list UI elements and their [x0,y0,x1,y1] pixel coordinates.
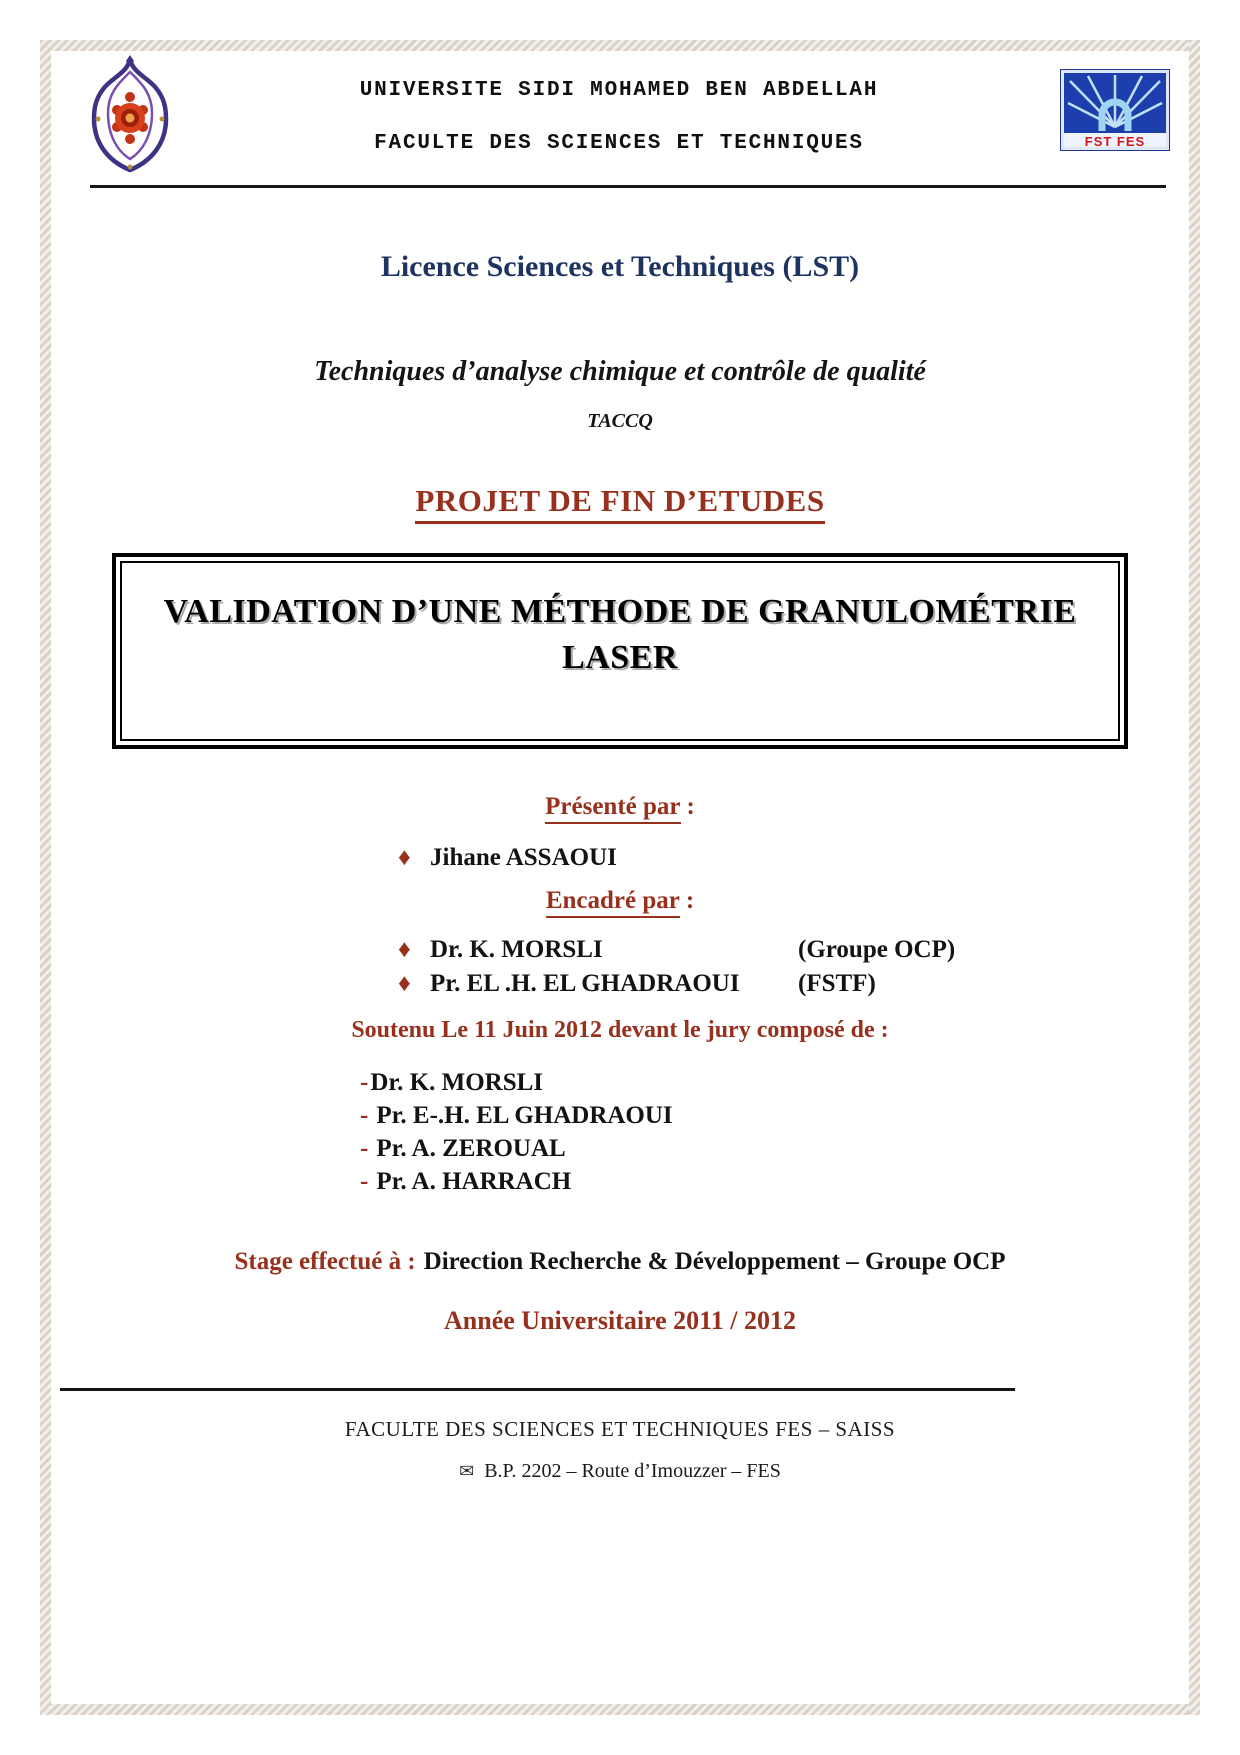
dash: - [360,1068,369,1096]
internship-label: Stage effectué à : [234,1247,416,1275]
internship-value: Direction Recherche & Développement – Groupe OCP [423,1247,1006,1275]
footer-faculty-line: FACULTE DES SCIENCES ET TECHNIQUES FES – SAISS [344,1416,896,1441]
supervisor-name: Pr. EL .H. EL GHADRAOUI [430,969,740,997]
footer-address-text: B.P. 2202 – Route d’Imouzzer – FES [484,1459,781,1482]
decorative-border-right [1189,40,1200,1715]
main-title-box [112,553,1128,749]
jury-member: - Pr. E-.H. EL GHADRAOUI [360,1101,673,1129]
jury-member: - Pr. A. ZEROUAL [360,1134,566,1162]
jury-member: -Dr. K. MORSLI [360,1068,544,1096]
student-row [60,841,1180,875]
student-name: Jihane ASSAOUI [430,843,617,871]
main-title-box-inner [120,561,1120,741]
header-text [178,55,1060,155]
supervisor-row [60,967,1180,1001]
fst-logo [1060,69,1170,151]
diamond-bullet-icon: ♦ [398,843,411,871]
presented-by-label: Présenté par : [60,793,1180,821]
supervisor-affiliation: (Groupe OCP) [798,935,956,963]
supervisor-affiliation: (FSTF) [798,969,876,997]
university-emblem-icon [82,55,178,173]
defense-intro: Soutenu Le 11 Juin 2012 devant le jury composé de : [351,1016,889,1043]
dash: - [360,1134,369,1162]
mail-icon: ✉ [459,1460,475,1482]
document-type-heading: PROJET DE FIN D’ETUDES [60,483,1180,519]
supervised-by-label: Encadré par : [60,887,1180,915]
supervisor-name: Dr. K. MORSLI [430,935,603,963]
dash: - [360,1101,369,1129]
main-title-line1: VALIDATION D’UNE MÉTHODE DE GRANULOMÉTRIE [163,593,1077,630]
fst-caption: FST FES [1084,134,1146,149]
faculty-name: FACULTE DES SCIENCES ET TECHNIQUES [374,132,864,155]
dash: - [360,1167,369,1195]
supervisor-row [60,933,1180,967]
footer-address-line [60,1460,1180,1483]
degree-title: Licence Sciences et Techniques (LST) [380,250,860,283]
footer-divider [60,1388,1015,1391]
main-title-line2: LASER [562,638,678,676]
academic-year: Année Universitaire 2011 / 2012 [444,1305,796,1335]
program-name: Techniques d’analyse chimique et contrôle de qualité [314,356,926,387]
page-content [60,55,1180,1483]
program-abbreviation: TACCQ [587,410,653,432]
diamond-bullet-icon: ♦ [398,969,411,997]
decorative-border-top [40,40,1200,51]
decorative-border-bottom [40,1704,1200,1715]
jury-member: - Pr. A. HARRACH [360,1167,572,1195]
university-name: UNIVERSITE SIDI MOHAMED BEN ABDELLAH [359,79,879,102]
diamond-bullet-icon: ♦ [398,935,411,963]
header [60,55,1180,173]
decorative-border-left [40,40,51,1715]
supervisors-list [60,933,1180,1001]
internship-line [60,1248,1180,1276]
header-divider [90,185,1166,188]
jury-list [60,1066,1180,1198]
